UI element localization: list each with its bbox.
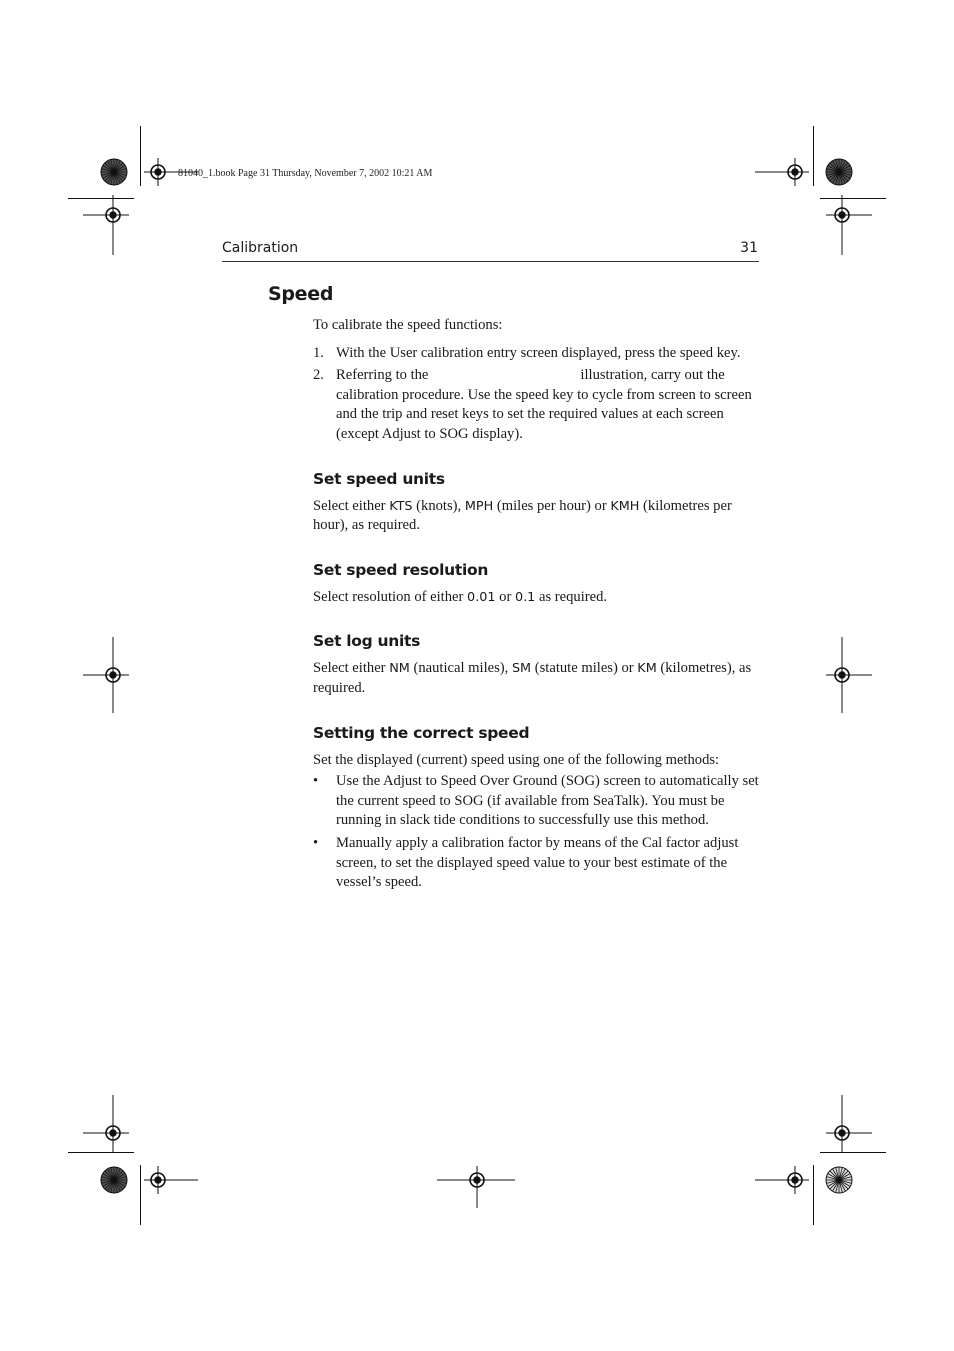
steps-list	[313, 344, 763, 445]
resolution-001: 0.01	[467, 589, 496, 605]
step-text-after: illustration, carry out the calibration procedure. Use the speed key to cycle from screen to screen and the trip and reset keys to set the required values at each screen (except Adjust to SOG display).	[336, 367, 752, 442]
header-page-number: 31	[740, 240, 758, 256]
registration-mark-icon	[83, 637, 129, 713]
step-number: 1.	[313, 344, 324, 361]
registration-mark-icon	[755, 158, 809, 186]
unit-kts: KTS	[389, 498, 413, 514]
correct-speed-intro: Set the displayed (current) speed using one of the following methods:	[313, 751, 720, 768]
running-header	[222, 240, 759, 262]
resolution-01: 0.1	[514, 589, 536, 605]
registration-mark-icon	[144, 1166, 198, 1194]
color-wheel-icon	[99, 1165, 129, 1195]
crop-mark	[813, 126, 814, 186]
crop-mark	[820, 198, 886, 199]
registration-mark-icon	[83, 1095, 129, 1153]
intro-paragraph: To calibrate the speed functions:	[313, 317, 503, 333]
crop-mark	[68, 198, 134, 199]
bullet-text: Manually apply a calibration factor by means of the Cal factor adjust screen, to set the displayed speed value to your best estimate of the vessel’s speed.	[336, 834, 739, 891]
speed-resolution-paragraph: Select resolution of either 0.01 or 0.1 as required.	[313, 588, 608, 605]
subheading-log-units: Set log units	[313, 632, 421, 651]
registration-mark-icon	[437, 1166, 515, 1208]
list-item	[313, 772, 763, 831]
subheading-speed-resolution: Set speed resolution	[313, 560, 489, 579]
bullet: •	[313, 773, 319, 790]
unit-sm: SM	[511, 661, 532, 677]
bullet-text: Use the Adjust to Speed Over Ground (SOG) screen to automatically set the current speed to SOG (if available from SeaTalk). You must be running in slack tide conditions to successfully use this method.	[336, 773, 759, 829]
header-section-title: Calibration	[222, 240, 299, 256]
unit-nm: NM	[389, 661, 410, 677]
registration-mark-icon	[144, 158, 198, 186]
list-item	[313, 834, 763, 893]
crop-mark	[813, 1165, 814, 1225]
color-wheel-icon	[824, 157, 854, 187]
print-slug: 81040_1.book Page 31 Thursday, November 7, 2002 10:21 AM	[178, 168, 433, 179]
color-wheel-icon	[99, 157, 129, 187]
step-text: With the User calibration entry screen displayed, press the speed key.	[336, 344, 741, 361]
crop-mark	[820, 1152, 886, 1153]
bullet: •	[313, 834, 319, 851]
unit-mph: MPH	[464, 498, 494, 514]
registration-mark-icon	[826, 1095, 872, 1153]
methods-list	[313, 772, 763, 893]
registration-mark-icon	[755, 1166, 809, 1194]
registration-mark-icon	[826, 195, 872, 255]
step-text-before: Referring to the	[336, 367, 429, 384]
crop-mark	[68, 1152, 134, 1153]
registration-mark-icon	[83, 195, 129, 255]
subheading-correct-speed: Setting the correct speed	[313, 723, 530, 742]
list-item	[313, 366, 763, 444]
color-wheel-icon	[824, 1165, 854, 1195]
main-content	[313, 316, 763, 893]
page-heading: Speed	[268, 283, 334, 305]
subheading-speed-units: Set speed units	[313, 469, 445, 488]
speed-units-paragraph: Select either KTS (knots), MPH (miles per hour) or KMH (kilometres per hour), as required.	[313, 497, 732, 534]
unit-kmh: KMH	[610, 498, 640, 514]
unit-km: KM	[637, 661, 657, 677]
crop-mark	[140, 1165, 141, 1225]
list-item	[313, 344, 763, 364]
log-units-paragraph: Select either NM (nautical miles), SM (statute miles) or KM (kilometres), as required.	[313, 660, 752, 696]
registration-mark-icon	[826, 637, 872, 713]
step-number: 2.	[313, 367, 324, 384]
crop-mark	[140, 126, 141, 186]
